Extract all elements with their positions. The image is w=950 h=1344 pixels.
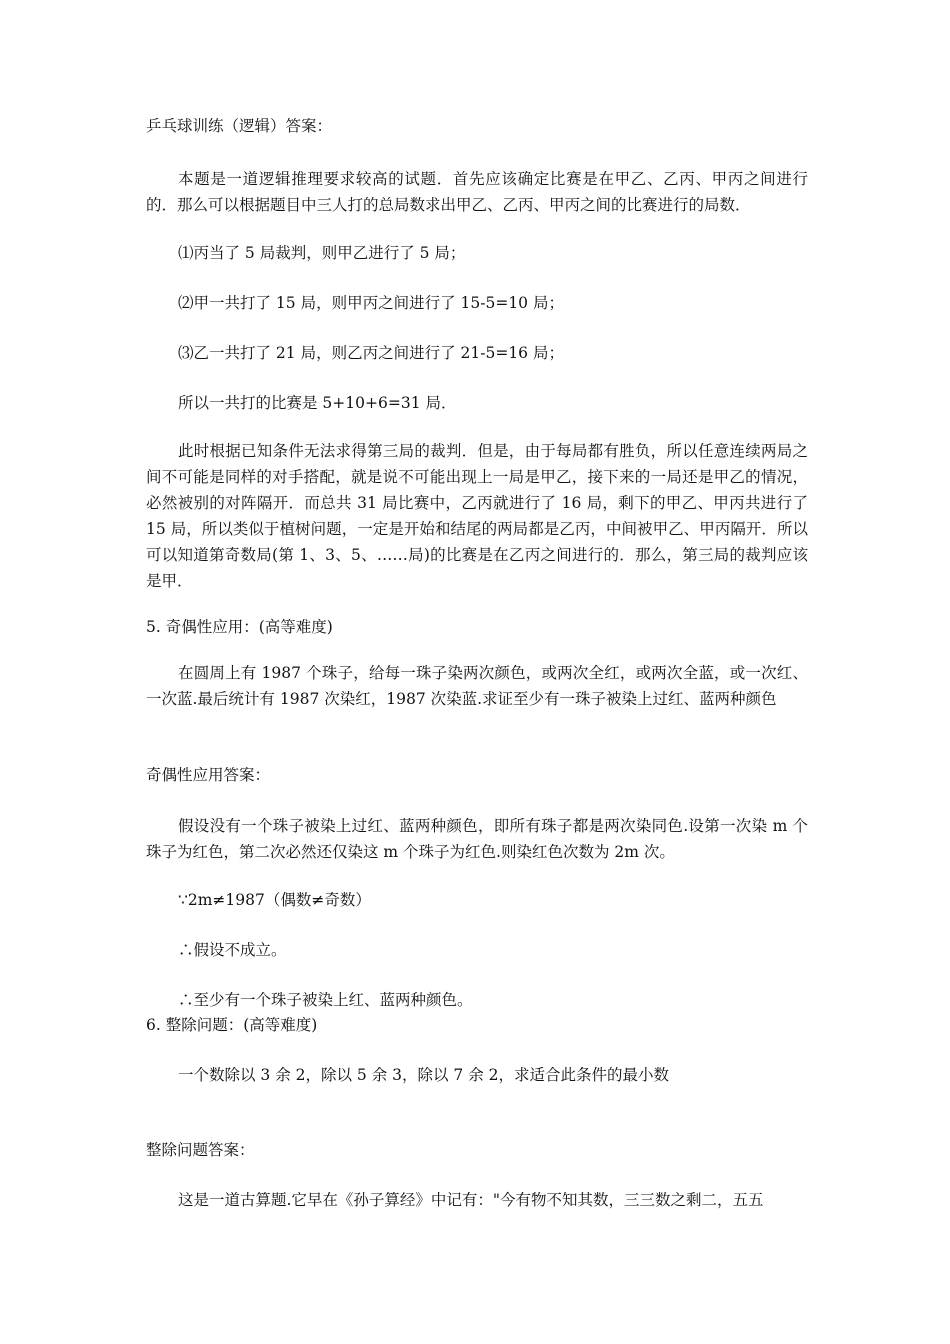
division-answer-intro: 这是一道古算题.它早在《孙子算经》中记有："今有物不知其数，三三数之剩二，五五 xyxy=(178,1191,764,1209)
parity-problem-paragraph: 在圆周上有 1987 个珠子，给每一珠子染两次颜色，或两次全红，或两次全蓝，或一次红、一次蓝.最后统计有 1987 次染红，1987 次染蓝.求证至少有一珠子被染上过红、蓝两种颜色 xyxy=(146,664,808,708)
pingpong-step-1: ⑴丙当了 5 局裁判，则甲乙进行了 5 局； xyxy=(178,244,466,262)
pingpong-total: 所以一共打的比赛是 5+10+6=31 局． xyxy=(178,394,457,412)
division-problem: 一个数除以 3 余 2，除以 5 余 3，除以 7 余 2，求适合此条件的最小数 xyxy=(178,1066,670,1084)
pingpong-answer-heading: 乒乓球训练（逻辑）答案： xyxy=(146,117,333,135)
parity-step-2: ∴假设不成立。 xyxy=(178,941,287,959)
pingpong-analysis-paragraph: 此时根据已知条件无法求得第三局的裁判．但是，由于每局都有胜负，所以任意连续两局之间不可能是同样的对手搭配，就是说不可能出现上一局是甲乙，接下来的一局还是甲乙的情况，必然被别的对阵隔开．而总共 31 局比赛中，乙丙就进行了 16 局，剩下的甲乙、甲丙共进行了 15 局，所以类似于植树问题，一定是开始和结尾的两局都是乙丙，中间被甲乙、甲丙隔开．所以可以知道第奇数局(第 1、3、5、……局)的比赛是在乙丙之间进行的．那么，第三局的裁判应该是甲． xyxy=(146,442,808,590)
parity-answer-paragraph: 假设没有一个珠子被染上过红、蓝两种颜色，即所有珠子都是两次染同色.设第一次染 m 个珠子为红色，第二次必然还仅染这 m 个珠子为红色.则染红色次数为 2m 次。 xyxy=(146,817,808,861)
pingpong-step-3: ⑶乙一共打了 21 局，则乙丙之间进行了 21-5=16 局； xyxy=(178,344,564,362)
pingpong-intro-paragraph: 本题是一道逻辑推理要求较高的试题．首先应该确定比赛是在甲乙、乙丙、甲丙之间进行的．那么可以根据题目中三人打的总局数求出甲乙、乙丙、甲丙之间的比赛进行的局数． xyxy=(146,170,808,214)
parity-section-title: 5. 奇偶性应用：(高等难度) xyxy=(146,618,333,636)
parity-answer-heading: 奇偶性应用答案： xyxy=(146,766,271,784)
pingpong-step-2: ⑵甲一共打了 15 局，则甲丙之间进行了 15-5=10 局； xyxy=(178,294,564,312)
parity-step-1: ∵2m≠1987（偶数≠奇数） xyxy=(178,891,371,909)
division-answer-heading: 整除问题答案： xyxy=(146,1141,255,1159)
parity-step-3: ∴至少有一个珠子被染上红、蓝两种颜色。 xyxy=(178,991,473,1009)
division-section-title: 6. 整除问题：(高等难度) xyxy=(146,1016,318,1034)
